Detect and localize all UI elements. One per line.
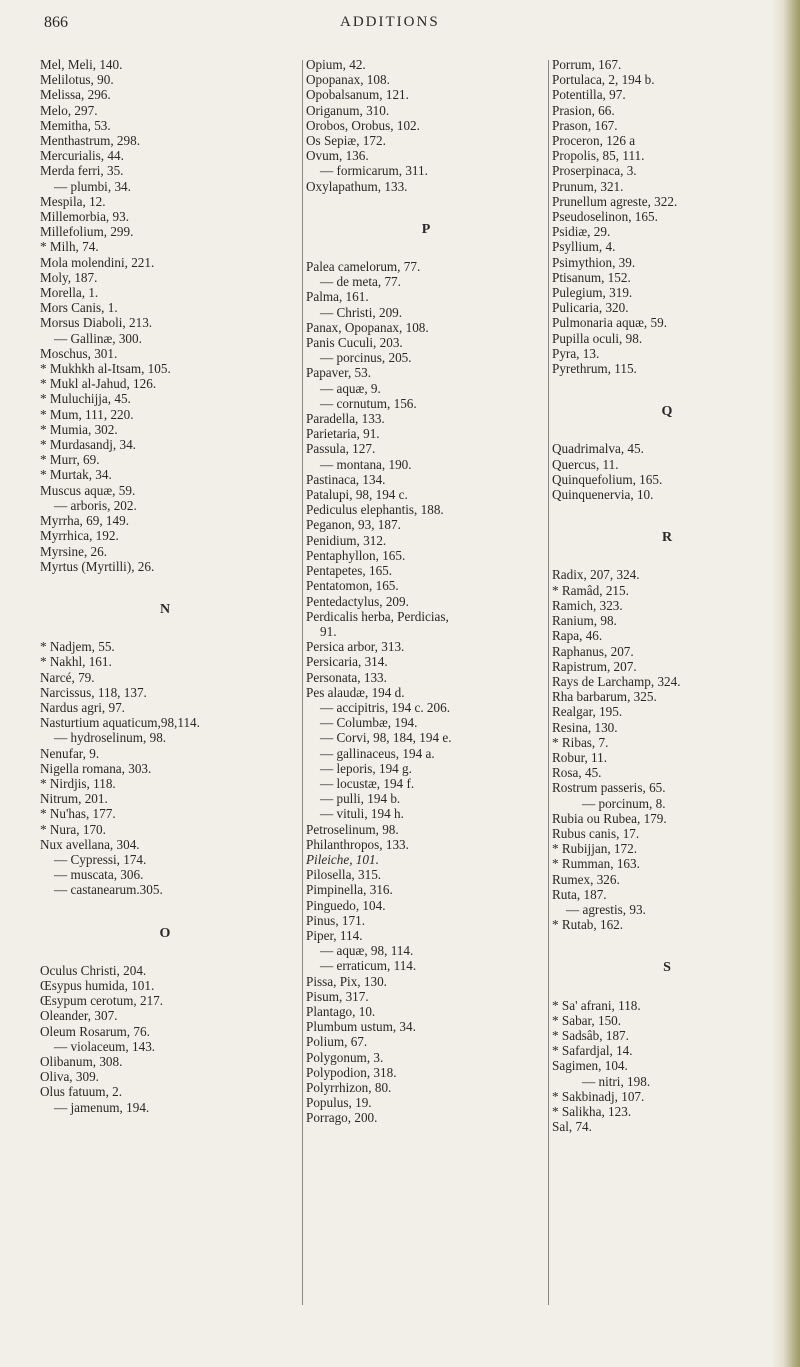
index-entry: — porcinum, 8. [582,795,666,811]
index-entry: Origanum, 310. [306,102,390,118]
index-entry: * Nirdjis, 118. [40,775,116,791]
index-entry: Nenufar, 9. [40,745,100,761]
index-entry: Parietaria, 91. [306,426,380,442]
index-entry: Pentedactylus, 209. [306,593,409,609]
index-entry: Pisum, 317. [306,988,369,1004]
index-entry: Prason, 167. [552,117,618,133]
index-entry: Raphanus, 207. [552,643,634,659]
index-entry: Pyra, 13. [552,345,600,361]
section-letter: P [421,221,431,237]
index-entry: Paradella, 133. [306,411,385,427]
index-entry: — arboris, 202. [54,497,137,513]
index-entry: Quinquenervia, 10. [552,487,654,503]
index-entry: — montana, 190. [320,456,412,472]
index-entry: Melilotus, 90. [40,72,114,88]
index-entry: Plumbum ustum, 34. [306,1019,416,1035]
index-entry: Rha barbarum, 325. [552,689,657,705]
index-entry: Panax, Opopanax, 108. [306,319,429,335]
index-entry: Oliva, 309. [40,1069,99,1085]
index-entry: Proserpinaca, 3. [552,163,637,179]
column-divider [548,60,549,1305]
index-entry: Oleander, 307. [40,1008,118,1024]
index-entry: — vituli, 194 h. [320,806,404,822]
index-entry: Quinquefolium, 165. [552,471,663,487]
index-entry: Mola molendini, 221. [40,254,155,270]
index-entry: Propolis, 85, 111. [552,148,645,164]
index-column-2 [306,57,546,1126]
index-entry: Oxylapathum, 133. [306,178,408,194]
section-letter: Q [661,404,673,420]
index-entry: Nasturtium aquaticum,98,114. [40,715,200,731]
index-entry: Palma, 161. [306,289,369,305]
index-entry: Portulaca, 2, 194 b. [552,72,655,88]
running-title: ADDITIONS [340,14,440,30]
index-column-1 [40,57,290,1115]
index-entry: Philanthropos, 133. [306,836,409,852]
index-entry: * Mukhkh al-Itsam, 105. [40,361,171,377]
index-entry: Narcissus, 118, 137. [40,684,147,700]
index-entry: * Mumia, 302. [40,421,118,437]
page-header [0,14,800,38]
index-entry: Sagimen, 104. [552,1058,628,1074]
page-edge-shadow [772,0,800,1367]
index-entry: Myrsine, 26. [40,543,108,559]
index-entry: Nigella romana, 303. [40,760,152,776]
index-entry: Nitrum, 201. [40,791,108,807]
index-entry: Rostrum passeris, 65. [552,780,666,796]
index-entry: Rubus canis, 17. [552,825,640,841]
index-entry: Olibanum, 308. [40,1053,123,1069]
index-entry: Myrrhica, 192. [40,528,119,544]
index-entry: — plumbi, 34. [54,178,131,194]
index-entry: * Ramâd, 215. [552,582,629,598]
index-entry: — Christi, 209. [320,304,403,320]
index-entry: Melissa, 296. [40,87,111,103]
index-entry: Potentilla, 97. [552,87,626,103]
index-entry: Persicaria, 314. [306,654,388,670]
index-entry: — nitri, 198. [582,1073,651,1089]
index-entry: — formicarum, 311. [320,163,428,179]
index-entry: * Sadsâb, 187. [552,1027,629,1043]
index-entry: — Columbæ, 194. [320,715,418,731]
index-entry: Os Sepiæ, 172. [306,133,386,149]
index-entry: * Murtak, 34. [40,467,112,483]
index-entry: Rumex, 326. [552,871,620,887]
index-entry: — Cypressi, 174. [54,851,147,867]
index-entry: * Rumman, 163. [552,856,640,872]
index-entry: * Murdasandj, 34. [40,437,136,453]
index-entry: — erraticum, 114. [320,958,417,974]
index-entry: — Corvi, 98, 184, 194 e. [320,730,452,746]
index-entry: Porrum, 167. [552,57,622,72]
index-entry: Opobalsanum, 121. [306,87,409,103]
index-entry: Pileiche, 101. [306,851,379,867]
index-entry: Olus fatuum, 2. [40,1084,123,1100]
index-entry: Realgar, 195. [552,704,623,720]
index-entry: Pentatomon, 165. [306,578,399,594]
index-entry: Oleum Rosarum, 76. [40,1023,150,1039]
index-entry: Millemorbia, 93. [40,209,130,225]
index-entry: Rapa, 46. [552,628,603,644]
index-entry: Morsus Diaboli, 213. [40,315,153,331]
index-entry: — jamenum, 194. [54,1099,150,1115]
section-letter: S [663,960,671,976]
index-entry: * Rutab, 162. [552,917,624,933]
index-entry: * Milh, 74. [40,239,99,255]
index-entry: Œsypus humida, 101. [40,977,155,993]
index-entry: * Mum, 111, 220. [40,406,134,422]
index-entry: Robur, 11. [552,749,608,765]
index-entry: Polyrrhizon, 80. [306,1080,392,1095]
index-entry: Melo, 297. [40,102,98,118]
index-entry: Psyllium, 4. [552,239,616,255]
index-entry: Muscus aquæ, 59. [40,482,136,498]
index-entry: Plantago, 10. [306,1003,376,1019]
index-entry: Polygonum, 3. [306,1049,384,1065]
index-entry: * Sa' afrani, 118. [552,997,641,1013]
index-entry: * Nadjem, 55. [40,639,115,655]
index-entry: Pinus, 171. [306,912,365,928]
index-entry: Resina, 130. [552,719,618,735]
index-entry: Psimythion, 39. [552,254,636,270]
index-entry: Ranium, 98. [552,613,617,629]
index-entry: Moschus, 301. [40,345,118,361]
index-entry: Merda ferri, 35. [40,163,124,179]
index-entry: Polypodion, 318. [306,1064,397,1080]
section-letter: N [159,601,171,617]
index-column-3 [552,57,782,1134]
index-entry: Penidium, 312. [306,532,387,548]
index-entry: Peganon, 93, 187. [306,517,401,533]
index-entry: Pastinaca, 134. [306,471,386,487]
index-entry: Orobos, Orobus, 102. [306,117,420,133]
index-entry: — locustæ, 194 f. [320,775,415,791]
index-entry: Opium, 42. [306,57,366,72]
index-entry: — muscata, 306. [54,867,144,883]
section-letter: R [661,530,673,546]
section-letter: O [159,925,171,941]
index-entry: Menthastrum, 298. [40,133,140,149]
index-entry: * Rubijjan, 172. [552,841,637,857]
index-entry: Pentapetes, 165. [306,563,393,579]
index-entry: * Muluchijja, 45. [40,391,131,407]
index-entry: Passula, 127. [306,441,376,457]
index-entry: — de meta, 77. [320,274,401,290]
index-entry: * Nura, 170. [40,821,106,837]
index-entry: Prunum, 321. [552,178,624,194]
page-number: 866 [44,14,68,31]
index-entry: Pissa, Pix, 130. [306,973,387,989]
index-entry: Myrtus (Myrtilli), 26. [40,558,155,574]
index-entry: — agrestis, 93. [566,901,646,917]
index-entry: Pediculus elephantis, 188. [306,502,444,518]
index-entry: Populus, 19. [306,1095,372,1111]
index-entry: * Sakbinadj, 107. [552,1088,645,1104]
index-entry: Pinguedo, 104. [306,897,386,913]
index-entry: Rays de Larchamp, 324. [552,673,681,689]
index-entry: 91. [320,623,337,639]
index-entry: Ptisanum, 152. [552,269,631,285]
index-entry: Opopanax, 108. [306,72,390,88]
index-entry: — hydroselinum, 98. [54,730,167,746]
index-entry: Memitha, 53. [40,117,111,133]
index-entry: Palea camelorum, 77. [306,259,421,275]
index-entry: Panis Cuculi, 203. [306,335,403,351]
index-entry: Personata, 133. [306,669,387,685]
index-entry: Pulmonaria aquæ, 59. [552,315,668,331]
index-entry: Papaver, 53. [306,365,372,381]
index-entry: — castanearum.305. [54,882,163,898]
index-entry: — aquæ, 9. [320,380,381,396]
index-entry: Prunellum agreste, 322. [552,193,678,209]
index-entry: — accipitris, 194 c. 206. [320,699,451,715]
index-entry: Porrago, 200. [306,1110,378,1126]
index-entry: Pupilla oculi, 98. [552,330,643,346]
index-entry: Polium, 67. [306,1034,368,1050]
index-entry: Perdicalis herba, Perdicias, [306,608,449,624]
index-entry: * Mukl al-Jahud, 126. [40,376,157,392]
index-entry: Pimpinella, 316. [306,882,393,898]
index-entry: Persica arbor, 313. [306,639,405,655]
index-entry: * Nu'has, 177. [40,806,116,822]
index-entry: Radix, 207, 324. [552,567,640,583]
index-entry: Pyrethrum, 115. [552,361,637,377]
index-entry: * Ribas, 7. [552,734,609,750]
index-entry: Ruta, 187. [552,886,607,902]
index-entry: Rubia ou Rubea, 179. [552,810,667,826]
index-entry: * Nakhl, 161. [40,654,112,670]
index-entry: — violaceum, 143. [54,1038,156,1054]
index-entry: — aquæ, 98, 114. [320,943,414,959]
index-entry: Patalupi, 98, 194 c. [306,487,408,503]
index-entry: Pes alaudæ, 194 d. [306,684,405,700]
index-entry: Nux avellana, 304. [40,836,140,852]
index-entry: Pentaphyllon, 165. [306,547,406,563]
index-entry: Pilosella, 315. [306,867,382,883]
index-entry: — Gallinæ, 300. [54,330,142,346]
index-entry: Petroselinum, 98. [306,821,399,837]
index-entry: Rosa, 45. [552,765,602,781]
index-entry: Pulicaria, 320. [552,300,629,316]
index-entry: — cornutum, 156. [320,395,417,411]
index-entry: Mercurialis, 44. [40,148,124,164]
index-entry: Mors Canis, 1. [40,300,118,316]
index-entry: * Salikha, 123. [552,1103,632,1119]
index-entry: Pulegium, 319. [552,285,633,301]
index-entry: — gallinaceus, 194 a. [320,745,435,761]
index-entry: Quercus, 11. [552,456,619,472]
index-entry: * Murr, 69. [40,452,100,468]
index-entry: Nardus agri, 97. [40,699,125,715]
index-entry: Prasion, 66. [552,102,615,118]
index-entry: Piper, 114. [306,927,363,943]
index-entry: Morella, 1. [40,285,99,301]
index-entry: — porcinus, 205. [320,350,412,366]
index-entry: Myrrha, 69, 149. [40,513,130,529]
index-entry: Pseudoselinon, 165. [552,209,658,225]
index-entry: Oculus Christi, 204. [40,962,147,978]
index-entry: Ovum, 136. [306,148,369,164]
index-entry: — pulli, 194 b. [320,791,401,807]
index-entry: Œsypum cerotum, 217. [40,993,164,1009]
index-entry: — leporis, 194 g. [320,760,412,776]
index-entry: * Safardjal, 14. [552,1043,633,1059]
index-entry: Sal, 74. [552,1119,592,1135]
index-entry: Mespila, 12. [40,193,106,209]
index-entry: Mel, Meli, 140. [40,57,123,72]
index-entry: Psidiæ, 29. [552,224,611,240]
index-entry: Narcé, 79. [40,669,95,685]
index-entry: Ramich, 323. [552,597,623,613]
index-entry: Moly, 187. [40,269,98,285]
index-entry: Rapistrum, 207. [552,658,637,674]
index-entry: Millefolium, 299. [40,224,134,240]
column-divider [302,60,303,1305]
index-entry: Quadrimalva, 45. [552,441,644,457]
index-entry: Proceron, 126 a [552,133,636,149]
index-entry: * Sabar, 150. [552,1012,622,1028]
